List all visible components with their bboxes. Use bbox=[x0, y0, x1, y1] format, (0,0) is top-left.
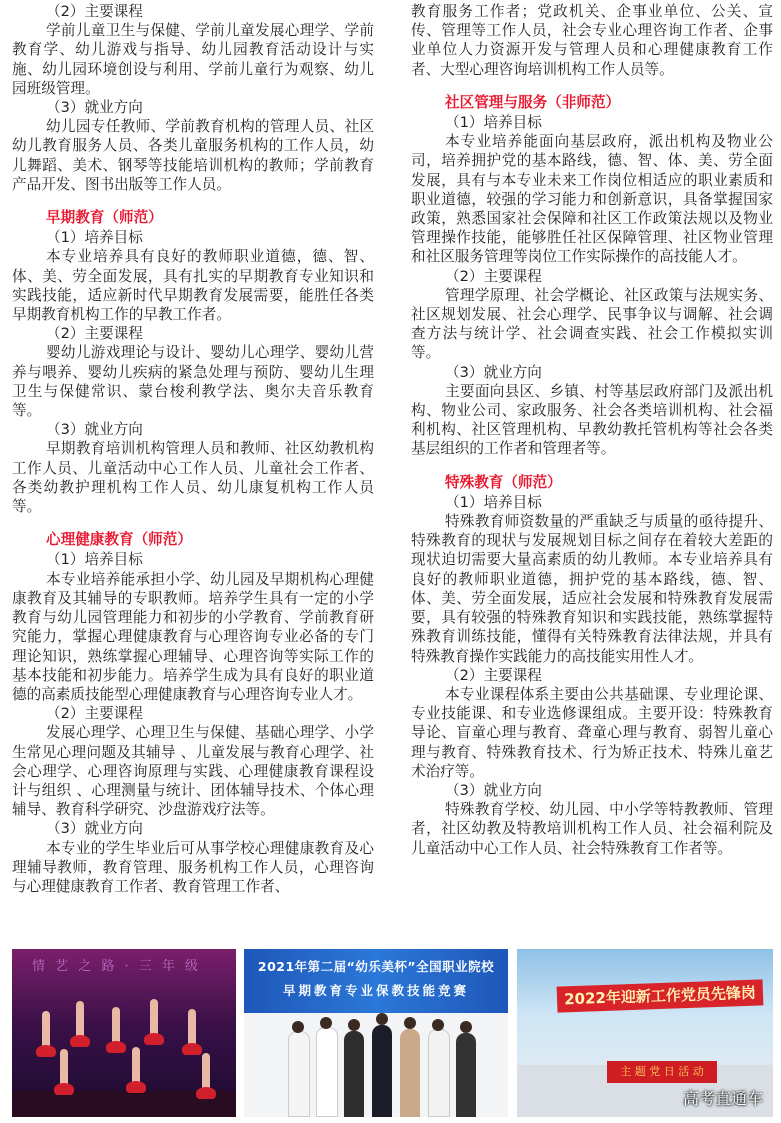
person-head bbox=[432, 1019, 444, 1031]
dancer-skirt bbox=[54, 1083, 74, 1095]
early-courses-heading: （2）主要课程 bbox=[46, 325, 143, 343]
mental-goal-heading: （1）培养目标 bbox=[46, 551, 143, 569]
special-jobs-text: 特殊教育学校、幼儿园、中小学等特教教师、管理者，社区幼教及特教培训机构工作人员、社会福利院及儿童活动中心工作人员、社会特殊教育工作者等。 bbox=[411, 801, 773, 857]
dancer-skirt bbox=[126, 1081, 146, 1093]
community-courses-heading: （2）主要课程 bbox=[445, 267, 542, 285]
person-figure bbox=[316, 1027, 338, 1117]
community-jobs-text: 主要面向县区、乡镇、村等基层政府部门及派出机构、物业公司、家政服务、社会各类培训机构、社会福利机构、社区管理机构、早教幼教托管机构等社会各类基层组织的工作者和管理者等。 bbox=[411, 382, 773, 458]
community-courses-text: 管理学原理、社会学概论、社区政策与法规实务、社区规划发展、社会心理学、民事争议与调解、社会调查方法与统计学、社会调查实践、社会工作模拟实训等。 bbox=[411, 286, 773, 362]
special-jobs-heading: （3）就业方向 bbox=[445, 781, 542, 799]
special-goal-heading: （1）培养目标 bbox=[445, 493, 542, 511]
person-figure bbox=[400, 1029, 420, 1117]
preschool-courses-heading: （2）主要课程 bbox=[46, 3, 143, 20]
person-head bbox=[376, 1013, 388, 1025]
preschool-jobs-heading: （3）就业方向 bbox=[46, 99, 143, 117]
person-figure bbox=[456, 1033, 476, 1117]
mental-goal-text: 本专业培养能承担小学、幼儿园及早期机构心理健康教育及其辅导的专职教师。培养学生具有一定的小学教育与幼儿园管理能力和初步的小学教育、学前教育研究能力，掌握心理健康教育与心理咨询专业必备的专门理论知识，熟练掌握心理辅导、心理咨询等实际工作的基本技能和初步能力。培养学生成为具有良好的职业道德的高素质技能型心理健康教育与心理咨询专业人才。 bbox=[12, 570, 374, 703]
mental-jobs-text: 本专业的学生毕业后可从事学校心理健康教育及心理辅导教师，教育管理、服务机构工作人员，心理咨询与心理健康教育工作者、教育管理工作者、 bbox=[12, 839, 374, 895]
banner-line-1: 2021年第二届“幼乐美杯”全国职业院校 bbox=[257, 959, 495, 974]
dancer-skirt bbox=[70, 1035, 90, 1047]
left-column bbox=[12, 2, 374, 896]
banner-line-2: 早期教育专业保教技能竞赛 bbox=[282, 983, 469, 998]
community-title: 社区管理与服务（非师范） bbox=[445, 93, 621, 111]
special-goal-text: 特殊教育师资数量的严重缺乏与质量的亟待提升、特殊教育的现状与发展规划目标之间存在着较大差距的现状迫切需要大量高素质的幼儿教师。本专业培养具有良好的教师职业道德，拥护党的基本路线，德、智、体、美、劳全面发展，适应社会发展和特殊教育发展需要，具有较强的特殊教育知识和实践技能，熟练掌握特殊教育训练技能，懂得有关特殊教育法律法规，并具有特殊教育操作实践能力的高技能实用性人才。 bbox=[411, 513, 773, 665]
community-goal-text: 本专业培养能面向基层政府，派出机构及物业公司，培养拥护党的基本路线，德、智、体、美、劳全面发展，具有与本专业未来工作岗位相适应的职业素质和职业道德，较强的学习能力和创新意识，具备掌握国家政策，熟悉国家社会保障和社区工作政策法规以及物业管理操作技能，能够胜任社区保障管理、社区物业管理和社区服务管理等岗位工作实际操作的高技能人才。 bbox=[411, 133, 773, 266]
early-courses-text: 婴幼儿游戏理论与设计、婴幼儿心理学、婴幼儿营养与喂养、婴幼儿疾病的紧急处理与预防、婴幼儿生理卫生与保健常识、蒙台梭利教学法、奥尔夫音乐教育等。 bbox=[12, 344, 374, 420]
dancer-skirt bbox=[106, 1041, 126, 1053]
person-figure bbox=[372, 1025, 392, 1117]
competition-banner bbox=[244, 949, 508, 1013]
person-figure bbox=[288, 1031, 310, 1117]
stage-backdrop-text: 情 艺 之 路 · 三 年 级 bbox=[32, 959, 202, 974]
mental-health-title: 心理健康教育（师范） bbox=[46, 531, 192, 549]
mental-courses-heading: （2）主要课程 bbox=[46, 705, 143, 723]
dancer-skirt bbox=[182, 1043, 202, 1055]
person-head bbox=[404, 1017, 416, 1029]
dance-performance-photo bbox=[12, 949, 236, 1117]
early-childhood-title: 早期教育（师范） bbox=[46, 209, 163, 227]
person-head bbox=[348, 1019, 360, 1031]
early-jobs-text: 早期教育培训机构管理人员和教师、社区幼教机构工作人员、儿童活动中心工作人员、儿童社会工作者、各类幼教护理机构工作人员、幼儿康复机构工作人员等。 bbox=[12, 440, 374, 516]
person-figure bbox=[344, 1031, 364, 1117]
watermark: 高考直通车 bbox=[682, 1089, 763, 1108]
early-jobs-heading: （3）就业方向 bbox=[46, 421, 143, 439]
early-goal-text: 本专业培养具有良好的教师职业道德，德、智、体、美、劳全面发展，具有扎实的早期教育专业知识和实践技能，适应新时代早期教育发展需要，能胜任各类早期教育机构工作的早教工作者。 bbox=[12, 248, 374, 324]
preschool-courses-text: 学前儿童卫生与保健、学前儿童发展心理学、学前教育学、幼儿游戏与指导、幼儿园教育活动设计与实施、幼儿园环境创设与利用、学前儿童行为观察、幼儿园班级管理。 bbox=[12, 22, 374, 97]
person-figure bbox=[428, 1029, 450, 1117]
party-activity-photo bbox=[517, 949, 773, 1117]
community-goal-heading: （1）培养目标 bbox=[445, 114, 542, 132]
dancer-skirt bbox=[144, 1033, 164, 1045]
special-ed-title: 特殊教育（师范） bbox=[445, 473, 562, 491]
community-jobs-heading: （3）就业方向 bbox=[445, 363, 542, 381]
special-courses-text: 本专业课程体系主要由公共基础课、专业理论课、专业技能课、和专业选修课组成。主要开设：特殊教育导论、盲童心理与教育、聋童心理与教育、弱智儿童心理与教育、特殊教育技术、行为矫正技术、特殊儿童艺术治疗等。 bbox=[411, 685, 773, 780]
mental-courses-text: 发展心理学、心理卫生与保健、基础心理学、小学生常见心理问题及其辅导 、儿童发展与教育心理学、社会心理学、心理咨询原理与实践、心理健康教育课程设计与组织 、心理测量与统计、团体辅导技术、个体心理辅导、教育科学研究、沙盘游戏疗法等。 bbox=[12, 724, 374, 819]
dancer-skirt bbox=[196, 1087, 216, 1099]
person-head bbox=[292, 1021, 304, 1033]
party-banner: 2022年迎新工作党员先锋岗 bbox=[557, 979, 764, 1012]
competition-group-photo bbox=[244, 949, 508, 1117]
photo-strip bbox=[0, 949, 781, 1119]
mental-jobs-heading: （3）就业方向 bbox=[46, 820, 143, 838]
person-head bbox=[320, 1017, 332, 1029]
party-sign: 主 题 党 日 活 动 bbox=[607, 1061, 717, 1083]
special-courses-heading: （2）主要课程 bbox=[445, 666, 542, 684]
dancer-skirt bbox=[36, 1045, 56, 1057]
person-head bbox=[460, 1021, 472, 1033]
early-goal-heading: （1）培养目标 bbox=[46, 229, 143, 247]
right-column bbox=[411, 2, 773, 858]
mental-jobs-continued: 教育服务工作者；党政机关、企事业单位、公关、宣传、管理等工作人员，社会专业心理咨询工作者、企事业单位人力资源开发与管理人员和心理健康教育工作者、大型心理咨询培训机构工作人员等。 bbox=[411, 3, 773, 78]
preschool-jobs-text: 幼儿园专任教师、学前教育机构的管理人员、社区幼儿教育服务人员、各类儿童服务机构的工作人员，幼儿舞蹈、美术、钢琴等技能培训机构的教师；学前教育产品开发、图书出版等工作人员。 bbox=[12, 118, 374, 193]
